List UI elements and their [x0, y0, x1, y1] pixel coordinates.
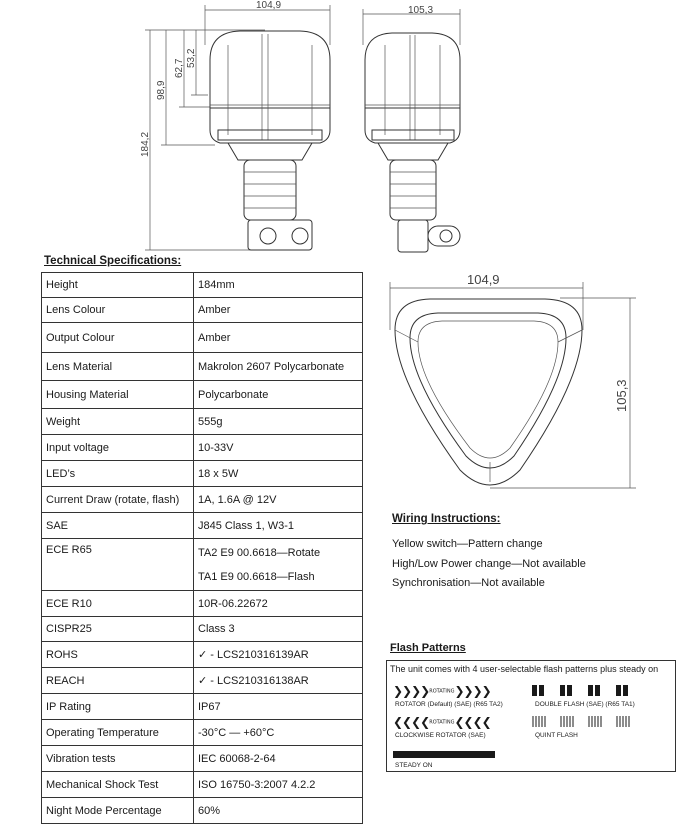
spec-value: 18 x 5W: [194, 461, 363, 487]
spec-label: LED’s: [42, 461, 194, 487]
table-row: [42, 353, 363, 381]
spec-value: 1A, 1.6A @ 12V: [194, 487, 363, 513]
rotating-tag: ROTATING: [429, 719, 455, 726]
spec-value: IP67: [194, 694, 363, 720]
spec-label: ECE R65: [42, 539, 194, 591]
dim-height-upper: 53,2: [186, 48, 197, 68]
wiring-title: Wiring Instructions:: [392, 513, 501, 525]
dim-side-depth: 105,3: [408, 5, 434, 16]
spec-label: Height: [42, 273, 194, 298]
table-row: [42, 694, 363, 720]
spec-label: Housing Material: [42, 381, 194, 409]
spec-value: Polycarbonate: [194, 381, 363, 409]
clockwise-label: CLOCKWISE ROTATOR (SAE): [395, 732, 486, 739]
rotator-pattern-icon: ❯❯❯❯ROTATING❯❯❯❯: [393, 684, 491, 698]
spec-label: Input voltage: [42, 435, 194, 461]
spec-value-line: TA2 E9 00.6618—Rotate: [198, 546, 321, 559]
spec-value: ISO 16750-3:2007 4.2.2: [194, 772, 363, 798]
spec-table: [41, 272, 363, 824]
spec-value: ✓ - LCS210316139AR: [194, 642, 363, 668]
table-row: [42, 668, 363, 694]
spec-label: ECE R10: [42, 591, 194, 617]
spec-value: [194, 539, 363, 591]
spec-label: Weight: [42, 409, 194, 435]
spec-value: ✓ - LCS210316138AR: [194, 668, 363, 694]
table-row: [42, 273, 363, 298]
table-row: [42, 642, 363, 668]
spec-label: Operating Temperature: [42, 720, 194, 746]
spec-value: J845 Class 1, W3-1: [194, 513, 363, 539]
spec-label: Lens Material: [42, 353, 194, 381]
steady-on-bar: [393, 751, 495, 758]
spec-label: IP Rating: [42, 694, 194, 720]
flash-intro: The unit comes with 4 user-selectable flash patterns plus steady on: [390, 664, 659, 674]
spec-label: Output Colour: [42, 323, 194, 353]
spec-label: REACH: [42, 668, 194, 694]
spec-value: Class 3: [194, 617, 363, 642]
double-flash-label: DOUBLE FLASH (SAE) (R65 TA1): [535, 701, 635, 708]
rotator-label: ROTATOR (Default) (SAE) (R65 TA2): [395, 701, 503, 708]
table-row: [42, 513, 363, 539]
clockwise-pattern-icon: ❮❮❮❮ROTATING❮❮❮❮: [393, 715, 491, 729]
spec-value: Amber: [194, 323, 363, 353]
spec-value: IEC 60068-2-64: [194, 746, 363, 772]
spec-value: 555g: [194, 409, 363, 435]
spec-value: 10-33V: [194, 435, 363, 461]
table-row: [42, 539, 363, 591]
table-row: [42, 720, 363, 746]
spec-label: Mechanical Shock Test: [42, 772, 194, 798]
table-row: [42, 798, 363, 824]
spec-label: Vibration tests: [42, 746, 194, 772]
steady-on-label: STEADY ON: [395, 762, 433, 769]
flash-patterns-box: [386, 660, 676, 772]
rotating-tag: ROTATING: [429, 688, 455, 695]
spec-label: Current Draw (rotate, flash): [42, 487, 194, 513]
spec-value: -30°C — +60°C: [194, 720, 363, 746]
flash-title: Flash Patterns: [390, 642, 466, 654]
spec-value-line: TA1 E9 00.6618—Flash: [198, 570, 315, 583]
spec-label: ROHS: [42, 642, 194, 668]
wiring-list: [392, 535, 586, 594]
dim-height-lens: 62,7: [174, 58, 185, 78]
table-row: [42, 617, 363, 642]
table-row: [42, 381, 363, 409]
wiring-line: High/Low Power change—Not available: [392, 557, 586, 570]
dim-height-dome: 98,9: [156, 80, 167, 100]
spec-value: 60%: [194, 798, 363, 824]
quint-flash-pattern-icon: [532, 716, 642, 730]
spec-label: SAE: [42, 513, 194, 539]
dim-top-width: 104,9: [467, 272, 500, 287]
spec-value: 10R-06.22672: [194, 591, 363, 617]
spec-label: Night Mode Percentage: [42, 798, 194, 824]
quint-flash-label: QUINT FLASH: [535, 732, 578, 739]
table-row: [42, 323, 363, 353]
table-row: [42, 461, 363, 487]
wiring-line: Yellow switch—Pattern change: [392, 538, 543, 550]
table-row: [42, 298, 363, 323]
spec-value: Amber: [194, 298, 363, 323]
spec-label: CISPR25: [42, 617, 194, 642]
spec-value: Makrolon 2607 Polycarbonate: [194, 353, 363, 381]
double-flash-pattern-icon: [532, 685, 642, 699]
dim-top-depth: 105,3: [614, 379, 629, 412]
wiring-line: Synchronisation—Not available: [392, 577, 545, 589]
dim-height-total: 184,2: [140, 131, 151, 157]
table-row: [42, 746, 363, 772]
spec-value: 184mm: [194, 273, 363, 298]
table-row: [42, 409, 363, 435]
table-row: [42, 435, 363, 461]
table-row: [42, 487, 363, 513]
spec-label: Lens Colour: [42, 298, 194, 323]
table-row: [42, 591, 363, 617]
spec-title: Technical Specifications:: [44, 255, 182, 267]
dim-side-width: 104,9: [256, 0, 282, 11]
table-row: [42, 772, 363, 798]
